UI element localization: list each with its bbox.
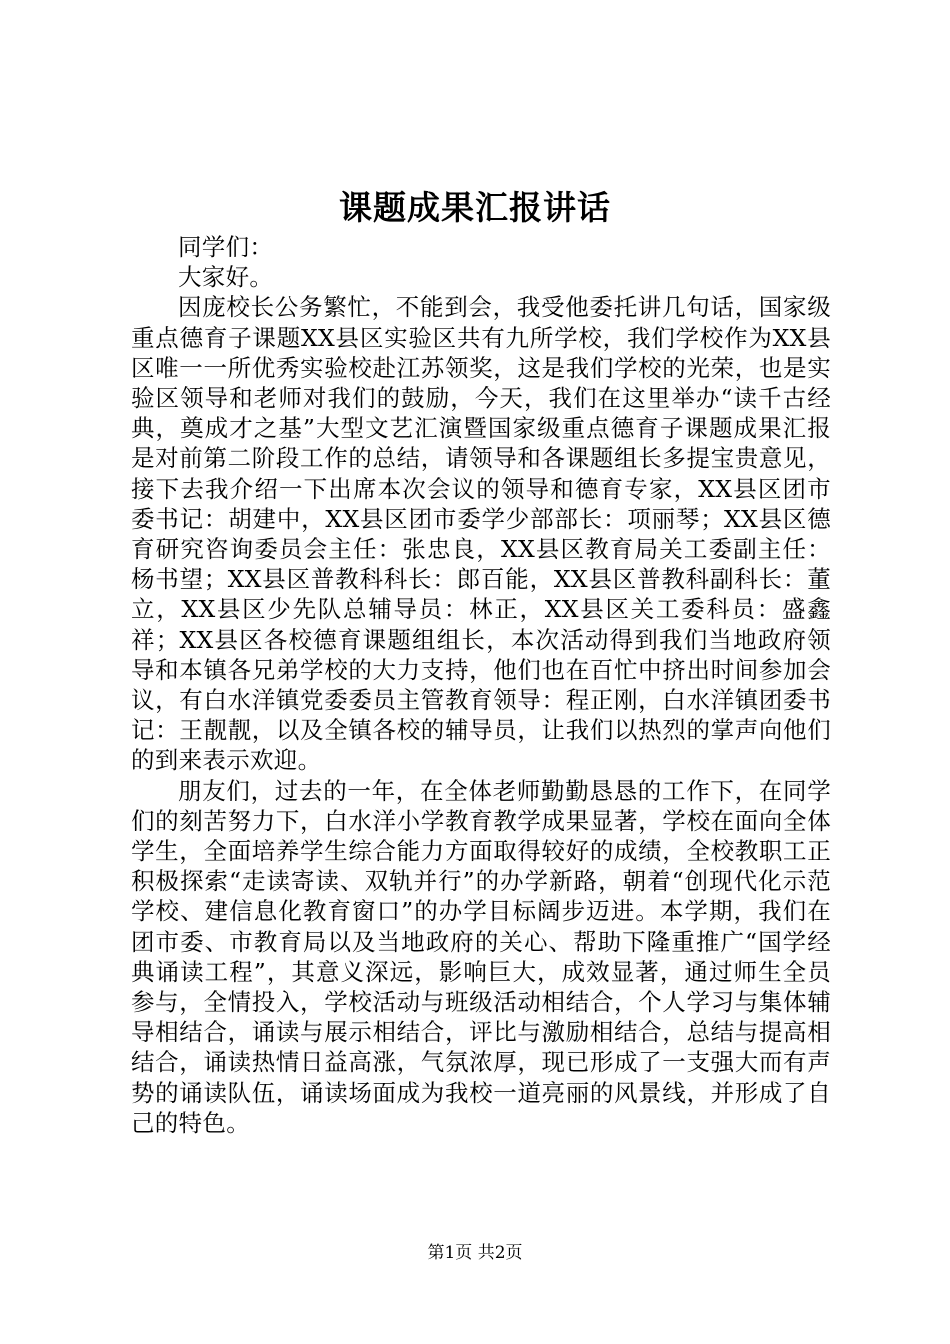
paragraph-achievements: 朋友们，过去的一年，在全体老师勤勤恳恳的工作下，在同学们的刻苦努力下，白水洋小学教育教学成果显著，学校在面向全体学生，全面培养学生综合能力方面取得较好的成绩，全校教职工正积极探索“走读寄读、双轨并行”的办学新路，朝着“创现代化示范学校、建信息化教育窗口”的办学目标阔步迈进。本学期，我们在团市委、市教育局以及当地政府的关心、帮助下隆重推广“国学经典诵读工程”，其意义深远，影响巨大，成效显著，通过师生全员参与，全情投入，学校活动与班级活动相结合，个人学习与集体辅导相结合，诵读与展示相结合，评比与激励相结合，总结与提高相结合，诵读热情日益高涨，气氛浓厚，现已形成了一支强大而有声势的诵读队伍，诵读场面成为我校一道亮丽的风景线，并形成了自己的特色。 [131, 776, 831, 1137]
greeting: 大家好。 [178, 263, 274, 292]
page-number-footer: 第1页 共2页 [427, 1243, 523, 1263]
document-body [131, 232, 831, 1138]
document-title: 课题成果汇报讲话 [339, 188, 611, 227]
paragraph-introduction: 因庞校长公务繁忙，不能到会，我受他委托讲几句话，国家级重点德育子课题XX县区实验区共有九所学校，我们学校作为XX县区唯一一所优秀实验校赴江苏领奖，这是我们学校的光荣，也是实验区领导和老师对我们的鼓励，今天，我们在这里举办“读千古经典，奠成才之基”大型文艺汇演暨国家级重点德育子课题成果汇报是对前第二阶段工作的总结，请领导和各课题组长多提宝贵意见，接下去我介绍一下出席本次会议的领导和德育专家，XX县区团市委书记：胡建中，XX县区团市委学少部部长：项丽琴；XX县区德育研究咨询委员会主任：张忠良，XX县区教育局关工委副主任：杨书望；XX县区普教科科长：郎百能，XX县区普教科副科长：董立，XX县区少先队总辅导员：林正，XX县区关工委科员：盛鑫祥；XX县区各校德育课题组组长，本次活动得到我们当地政府领导和本镇各兄弟学校的大力支持，他们也在百忙中挤出时间参加会议，有白水洋镇党委委员主管教育领导：程正刚，白水洋镇团委书记：王靓靓，以及全镇各校的辅导员，让我们以热烈的掌声向他们的到来表示欢迎。 [131, 293, 831, 775]
salutation: 同学们： [178, 233, 274, 261]
